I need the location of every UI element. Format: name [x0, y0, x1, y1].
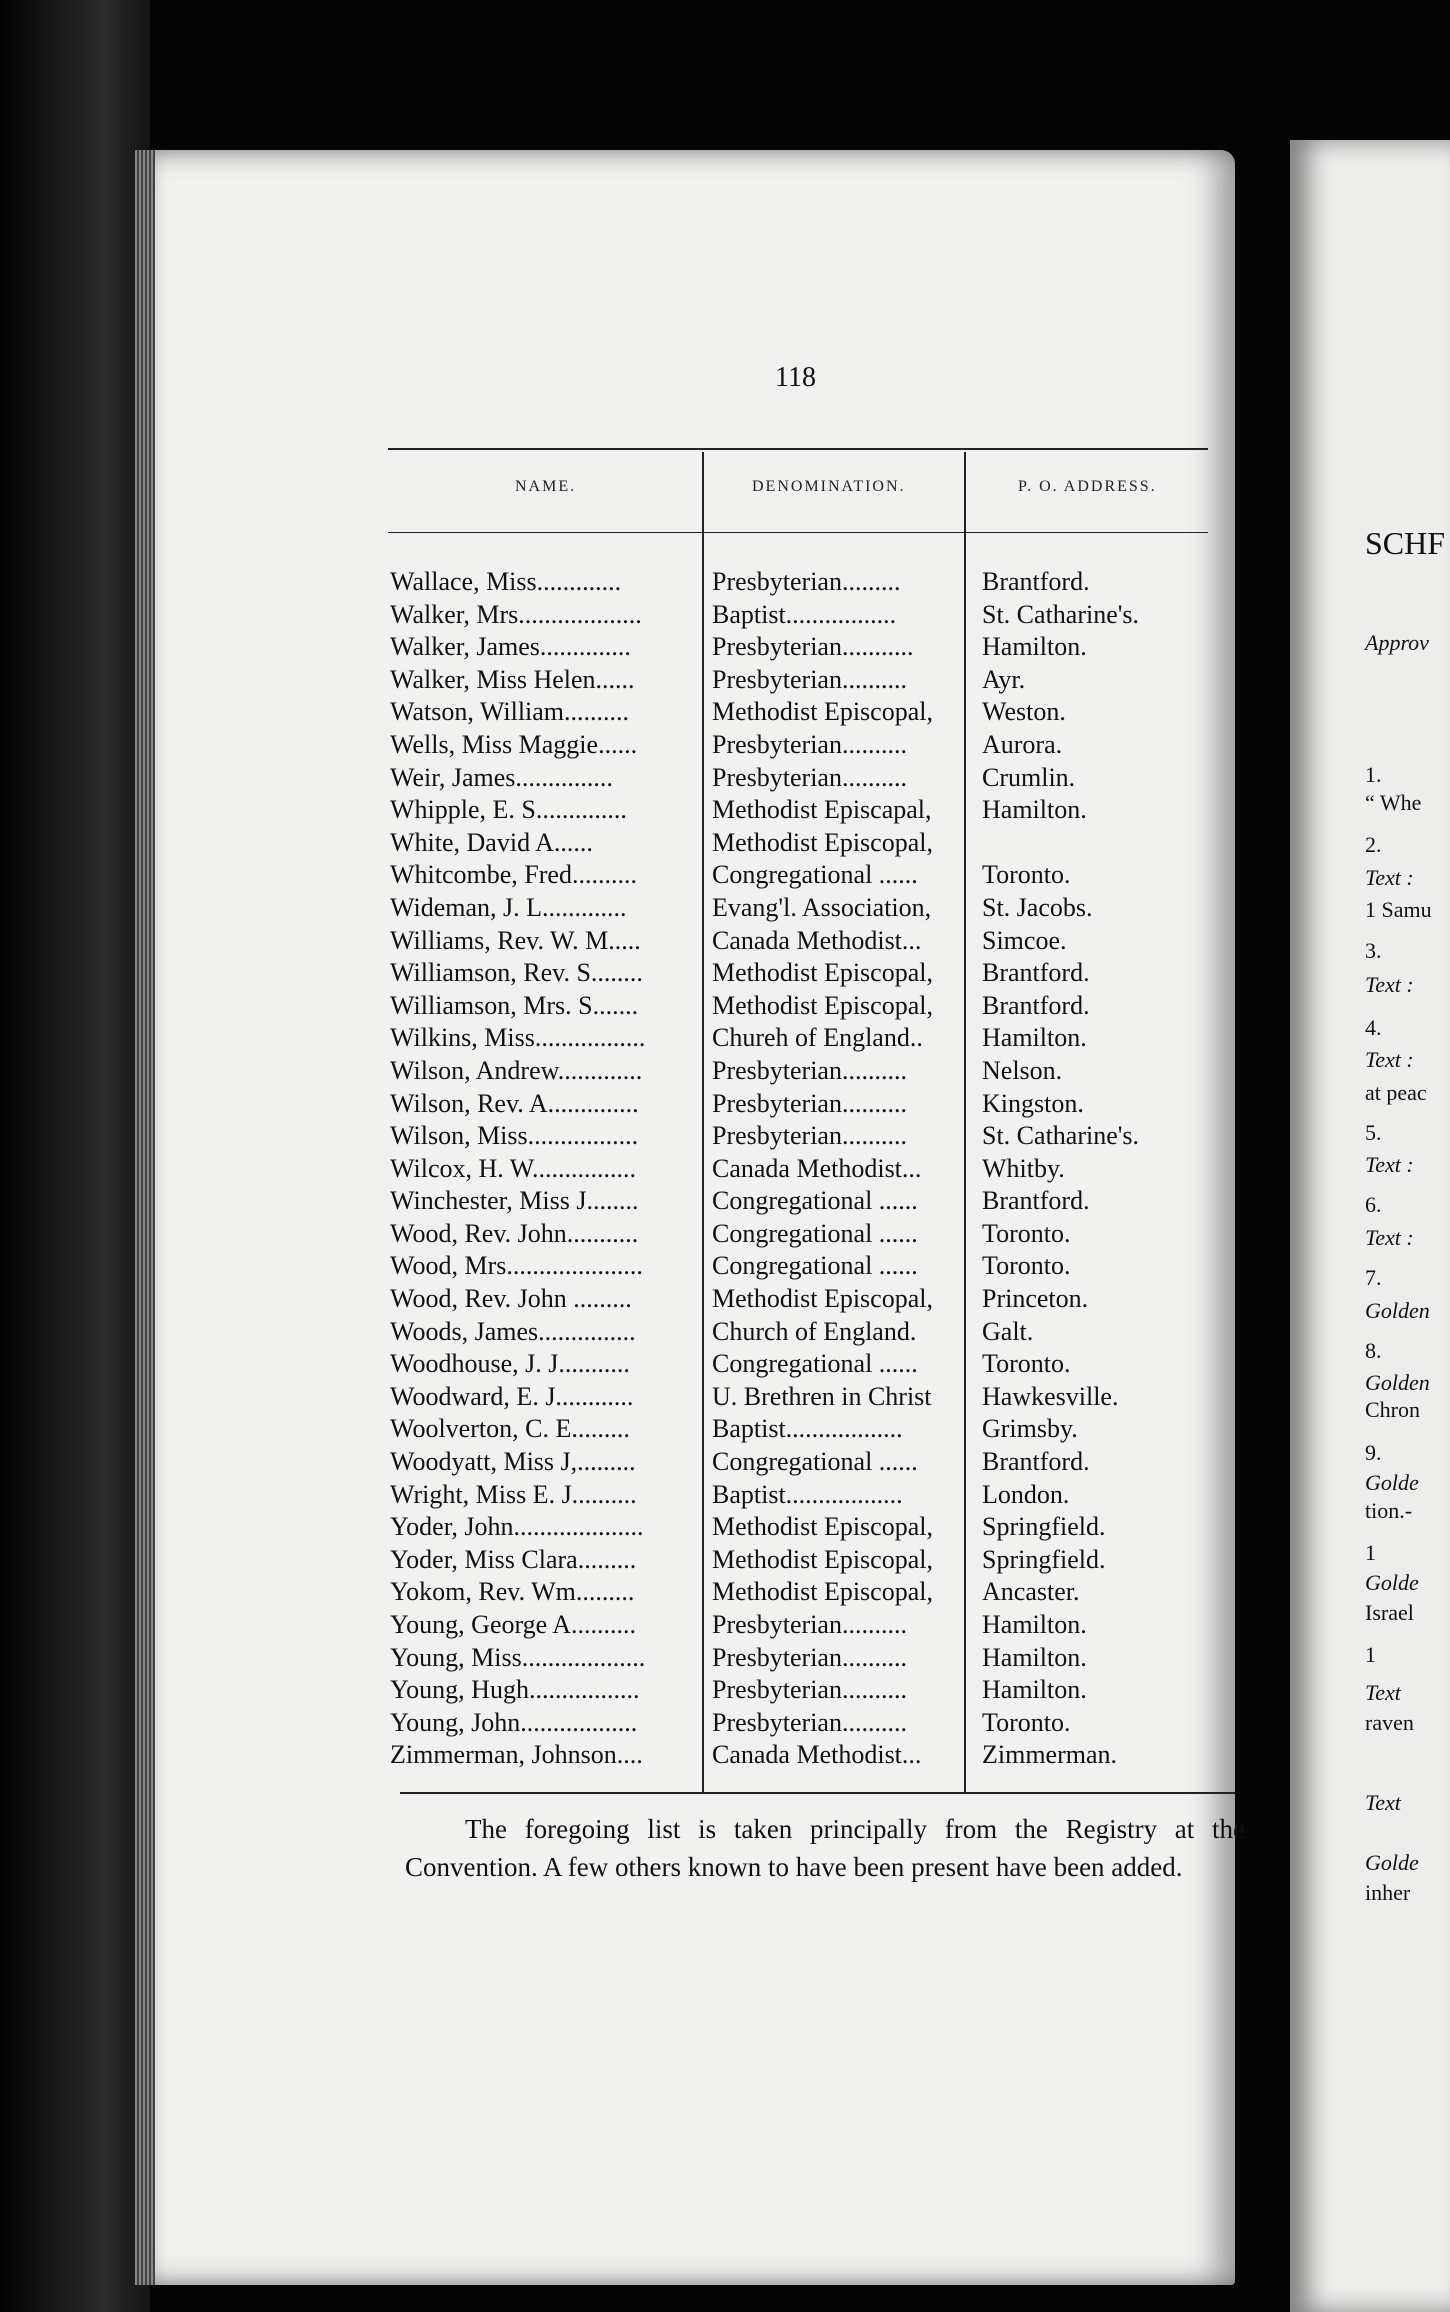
facing-page-line: 2. — [1365, 832, 1382, 857]
entry-name: Young, John.................. — [390, 1707, 638, 1737]
table-row — [390, 632, 1250, 665]
entry-address: Weston. — [982, 697, 1066, 727]
facing-page-line: 5. — [1365, 1120, 1382, 1145]
facing-page-line: Chron — [1365, 1397, 1420, 1422]
entry-name: Yoder, Miss Clara......... — [390, 1544, 637, 1574]
table-row — [390, 926, 1250, 959]
entry-address: Brantford. — [982, 1447, 1090, 1477]
entry-address: Brantford. — [982, 958, 1090, 988]
facing-page-line: 1 — [1365, 1540, 1376, 1565]
entry-name: Woodhouse, J. J........... — [390, 1349, 630, 1379]
facing-page-line: 1. — [1365, 762, 1382, 787]
table-row — [390, 1610, 1250, 1643]
table-row — [390, 1577, 1250, 1610]
entry-name: Wideman, J. L............. — [390, 892, 627, 922]
table-row — [390, 1349, 1250, 1382]
entry-name: Young, Miss................... — [390, 1642, 646, 1672]
entry-address: Hamilton. — [982, 632, 1087, 662]
table-row — [390, 1447, 1250, 1480]
table-row — [390, 1414, 1250, 1447]
entry-denomination: Evang'l. Association, — [712, 892, 932, 922]
entry-denomination: Methodist Episcopal, — [712, 1512, 933, 1542]
facing-page-line: 4. — [1365, 1015, 1382, 1040]
facing-page-line: “ Whe — [1365, 790, 1422, 815]
entry-name: Watson, William.......... — [390, 697, 630, 727]
entry-denomination: Presbyterian.......... — [712, 762, 907, 792]
book-spine — [0, 0, 150, 2312]
entry-name: Zimmerman, Johnson.... — [390, 1740, 643, 1770]
entry-name: Walker, Miss Helen...... — [390, 664, 635, 694]
facing-page-line: Golden — [1365, 1370, 1430, 1395]
entry-address: Hamilton. — [982, 1023, 1087, 1053]
table-row — [390, 665, 1250, 698]
header-name: NAME. — [515, 478, 577, 495]
facing-page-line: Approv — [1365, 630, 1429, 655]
table-row — [390, 730, 1250, 763]
facing-page-line: Text : — [1365, 972, 1414, 997]
entry-denomination: Presbyterian.......... — [712, 664, 907, 694]
entry-denomination: Presbyterian.......... — [712, 729, 907, 759]
table-row — [390, 1284, 1250, 1317]
entry-name: Williamson, Mrs. S....... — [390, 990, 639, 1020]
table-row — [390, 1056, 1250, 1089]
facing-page-line: Israel — [1365, 1600, 1414, 1625]
entry-address: St. Catharine's. — [982, 1121, 1140, 1151]
entry-denomination: Methodist Episcopal, — [712, 1544, 933, 1574]
entry-denomination: Methodist Episcopal, — [712, 958, 933, 988]
entry-denomination: Presbyterian......... — [712, 567, 901, 596]
entry-denomination: Methodist Episcopal, — [712, 1284, 933, 1314]
facing-page-line: raven — [1365, 1710, 1414, 1735]
table-row — [390, 1219, 1250, 1252]
entry-address: St. Jacobs. — [982, 892, 1093, 922]
entry-name: Wilson, Andrew............. — [390, 1055, 643, 1085]
table-row — [390, 1708, 1250, 1741]
facing-page-line: 9. — [1365, 1440, 1382, 1465]
entry-name: Wilcox, H. W................ — [390, 1153, 636, 1183]
table-top-rule — [388, 448, 1208, 450]
table-row — [390, 1023, 1250, 1056]
facing-page-line: Golde — [1365, 1850, 1419, 1875]
entry-name: Woods, James............... — [390, 1316, 636, 1346]
entry-name: Yokom, Rev. Wm......... — [390, 1577, 635, 1607]
entry-name: Wood, Rev. John ......... — [390, 1284, 632, 1314]
facing-page-line: Golden — [1365, 1298, 1430, 1323]
table-row — [390, 697, 1250, 730]
table-row — [390, 1643, 1250, 1676]
table-row — [390, 1512, 1250, 1545]
entry-address: Hamilton. — [982, 795, 1087, 825]
entry-name: Wood, Mrs..................... — [390, 1251, 643, 1281]
entry-denomination: Church of England. — [712, 1316, 917, 1346]
facing-page-line: Golde — [1365, 1470, 1419, 1495]
entry-address: Ayr. — [982, 664, 1026, 694]
facing-page-line: Text — [1365, 1680, 1401, 1705]
entry-denomination: Methodist Episcapal, — [712, 795, 932, 825]
entry-address: St. Catharine's. — [982, 599, 1140, 629]
entry-name: Whipple, E. S.............. — [390, 795, 627, 825]
entry-address: Brantford. — [982, 567, 1090, 596]
entry-address: Hawkesville. — [982, 1381, 1119, 1411]
entry-denomination: Canada Methodist... — [712, 1153, 922, 1183]
facing-page-line: 1 Samu — [1365, 897, 1432, 922]
table-row — [390, 795, 1250, 828]
entry-name: Winchester, Miss J........ — [390, 1186, 639, 1216]
table-row — [390, 1186, 1250, 1219]
entry-name: Whitcombe, Fred.......... — [390, 860, 637, 890]
entry-address: Hamilton. — [982, 1642, 1087, 1672]
entry-denomination: U. Brethren in Christ — [712, 1381, 932, 1411]
entry-address: Springfield. — [982, 1512, 1106, 1542]
entry-address: Toronto. — [982, 860, 1071, 890]
facing-page-line: 3. — [1365, 938, 1382, 963]
facing-page-line: 8. — [1365, 1338, 1382, 1363]
facing-page-line: 1 — [1365, 1642, 1376, 1667]
entry-denomination: Presbyterian.......... — [712, 1088, 907, 1118]
facing-page-line: Text : — [1365, 1047, 1414, 1072]
entry-denomination: Canada Methodist... — [712, 925, 922, 955]
entry-address: Springfield. — [982, 1544, 1106, 1574]
facing-page-line: Text — [1365, 1790, 1401, 1815]
entry-name: Walker, Mrs................... — [390, 599, 642, 629]
facing-page-line: Text : — [1365, 1152, 1414, 1177]
table-row — [390, 828, 1250, 861]
facing-page-line: Text : — [1365, 1225, 1414, 1250]
entry-denomination: Presbyterian.......... — [712, 1121, 907, 1151]
header-denomination: DENOMINATION. — [752, 478, 906, 495]
entry-address: Whitby. — [982, 1153, 1065, 1183]
entry-name: Wilkins, Miss................. — [390, 1023, 646, 1053]
facing-page-line: tion.- — [1365, 1498, 1413, 1523]
table-row — [390, 893, 1250, 926]
header-bottom-rule — [388, 532, 1208, 533]
table-row — [390, 1675, 1250, 1708]
facing-page-line: 6. — [1365, 1192, 1382, 1217]
entry-denomination: Canada Methodist... — [712, 1740, 922, 1770]
facing-page-line: inher — [1365, 1880, 1411, 1905]
entry-address: Galt. — [982, 1316, 1034, 1346]
entry-address: Toronto. — [982, 1349, 1071, 1379]
entry-denomination: Baptist................. — [712, 599, 897, 629]
table-row — [390, 1317, 1250, 1350]
entry-address: Ancaster. — [982, 1577, 1080, 1607]
entry-name: Yoder, John.................... — [390, 1512, 644, 1542]
table-row — [390, 1154, 1250, 1187]
footnote: The foregoing list is taken principally from the Registry at the Convention. A few others known to have been present have been added. — [405, 1814, 1245, 1882]
entry-denomination: Chureh of England.. — [712, 1023, 923, 1053]
entry-address: Toronto. — [982, 1707, 1071, 1737]
entry-denomination: Methodist Episcopal, — [712, 990, 933, 1020]
entry-name: Young, Hugh................. — [390, 1675, 640, 1705]
table-row — [390, 860, 1250, 893]
entry-address: Hamilton. — [982, 1610, 1087, 1639]
entry-name: Wallace, Miss............. — [390, 567, 622, 596]
entry-address: Aurora. — [982, 729, 1063, 759]
table-row — [390, 1089, 1250, 1122]
entry-address: Zimmerman. — [982, 1740, 1118, 1770]
entry-denomination: Methodist Episcopal, — [712, 697, 933, 727]
entry-denomination: Baptist.................. — [712, 1414, 903, 1444]
entry-denomination: Congregational ...... — [712, 1447, 918, 1477]
entry-address: Brantford. — [982, 990, 1090, 1020]
entry-denomination: Congregational ...... — [712, 1218, 918, 1248]
entry-denomination: Congregational ...... — [712, 1349, 918, 1379]
entry-denomination: Congregational ...... — [712, 1186, 918, 1216]
entry-name: Woodyatt, Miss J,......... — [390, 1447, 636, 1477]
entry-name: Wells, Miss Maggie...... — [390, 729, 638, 759]
entry-name: Woolverton, C. E......... — [390, 1414, 630, 1444]
entry-name: Wilson, Miss................. — [390, 1121, 639, 1151]
entry-denomination: Presbyterian.......... — [712, 1642, 907, 1672]
entry-name: Williamson, Rev. S........ — [390, 958, 643, 988]
table-row — [390, 1740, 1250, 1773]
facing-page-line: at peac — [1365, 1080, 1427, 1105]
table-bottom-rule — [400, 1792, 1235, 1794]
entry-name: Young, George A.......... — [390, 1610, 637, 1639]
entry-address: Princeton. — [982, 1284, 1089, 1314]
table-row — [390, 958, 1250, 991]
entry-name: Walker, James.............. — [390, 632, 631, 662]
entry-address: Brantford. — [982, 1186, 1090, 1216]
entry-name: White, David A...... — [390, 827, 593, 857]
entry-name: Williams, Rev. W. M..... — [390, 925, 641, 955]
table-row — [390, 1251, 1250, 1284]
entry-denomination: Congregational ...... — [712, 860, 918, 890]
entry-denomination: Presbyterian.......... — [712, 1675, 907, 1705]
table-row — [390, 1545, 1250, 1578]
page-edges — [135, 150, 155, 2285]
entry-address: Crumlin. — [982, 762, 1076, 792]
entry-denomination: Presbyterian........... — [712, 632, 914, 662]
page-number: 118 — [775, 362, 816, 393]
entry-denomination: Methodist Episcopal, — [712, 827, 933, 857]
entry-address: Kingston. — [982, 1088, 1084, 1118]
table-row — [390, 600, 1250, 633]
table-row — [390, 1480, 1250, 1513]
facing-page-line: 7. — [1365, 1265, 1382, 1290]
entry-address: Grimsby. — [982, 1414, 1078, 1444]
table-row — [390, 763, 1250, 796]
entry-address: London. — [982, 1479, 1070, 1509]
entry-address: Hamilton. — [982, 1675, 1087, 1705]
entry-name: Woodward, E. J............ — [390, 1381, 634, 1411]
table-row — [390, 567, 1250, 600]
table-row — [390, 1382, 1250, 1415]
entry-denomination: Congregational ...... — [712, 1251, 918, 1281]
entry-address: Simcoe. — [982, 925, 1067, 955]
facing-page-title: SCHF — [1365, 525, 1446, 561]
table-row — [390, 991, 1250, 1024]
entry-denomination: Presbyterian.......... — [712, 1055, 907, 1085]
entry-name: Wilson, Rev. A.............. — [390, 1088, 639, 1118]
entry-name: Wood, Rev. John........... — [390, 1218, 639, 1248]
facing-page-line: Text : — [1365, 865, 1414, 890]
entry-denomination: Methodist Episcopal, — [712, 1577, 933, 1607]
entry-name: Weir, James............... — [390, 762, 613, 792]
header-address: P. O. ADDRESS. — [1018, 478, 1157, 495]
entry-denomination: Presbyterian.......... — [712, 1707, 907, 1737]
registry-list — [390, 567, 1250, 1773]
entry-address: Toronto. — [982, 1251, 1071, 1281]
entry-address: Nelson. — [982, 1055, 1063, 1085]
entry-name: Wright, Miss E. J.......... — [390, 1479, 637, 1509]
entry-denomination: Baptist.................. — [712, 1479, 903, 1509]
entry-address: Toronto. — [982, 1218, 1071, 1248]
table-row — [390, 1121, 1250, 1154]
facing-page-line: Golde — [1365, 1570, 1419, 1595]
entry-denomination: Presbyterian.......... — [712, 1610, 907, 1639]
